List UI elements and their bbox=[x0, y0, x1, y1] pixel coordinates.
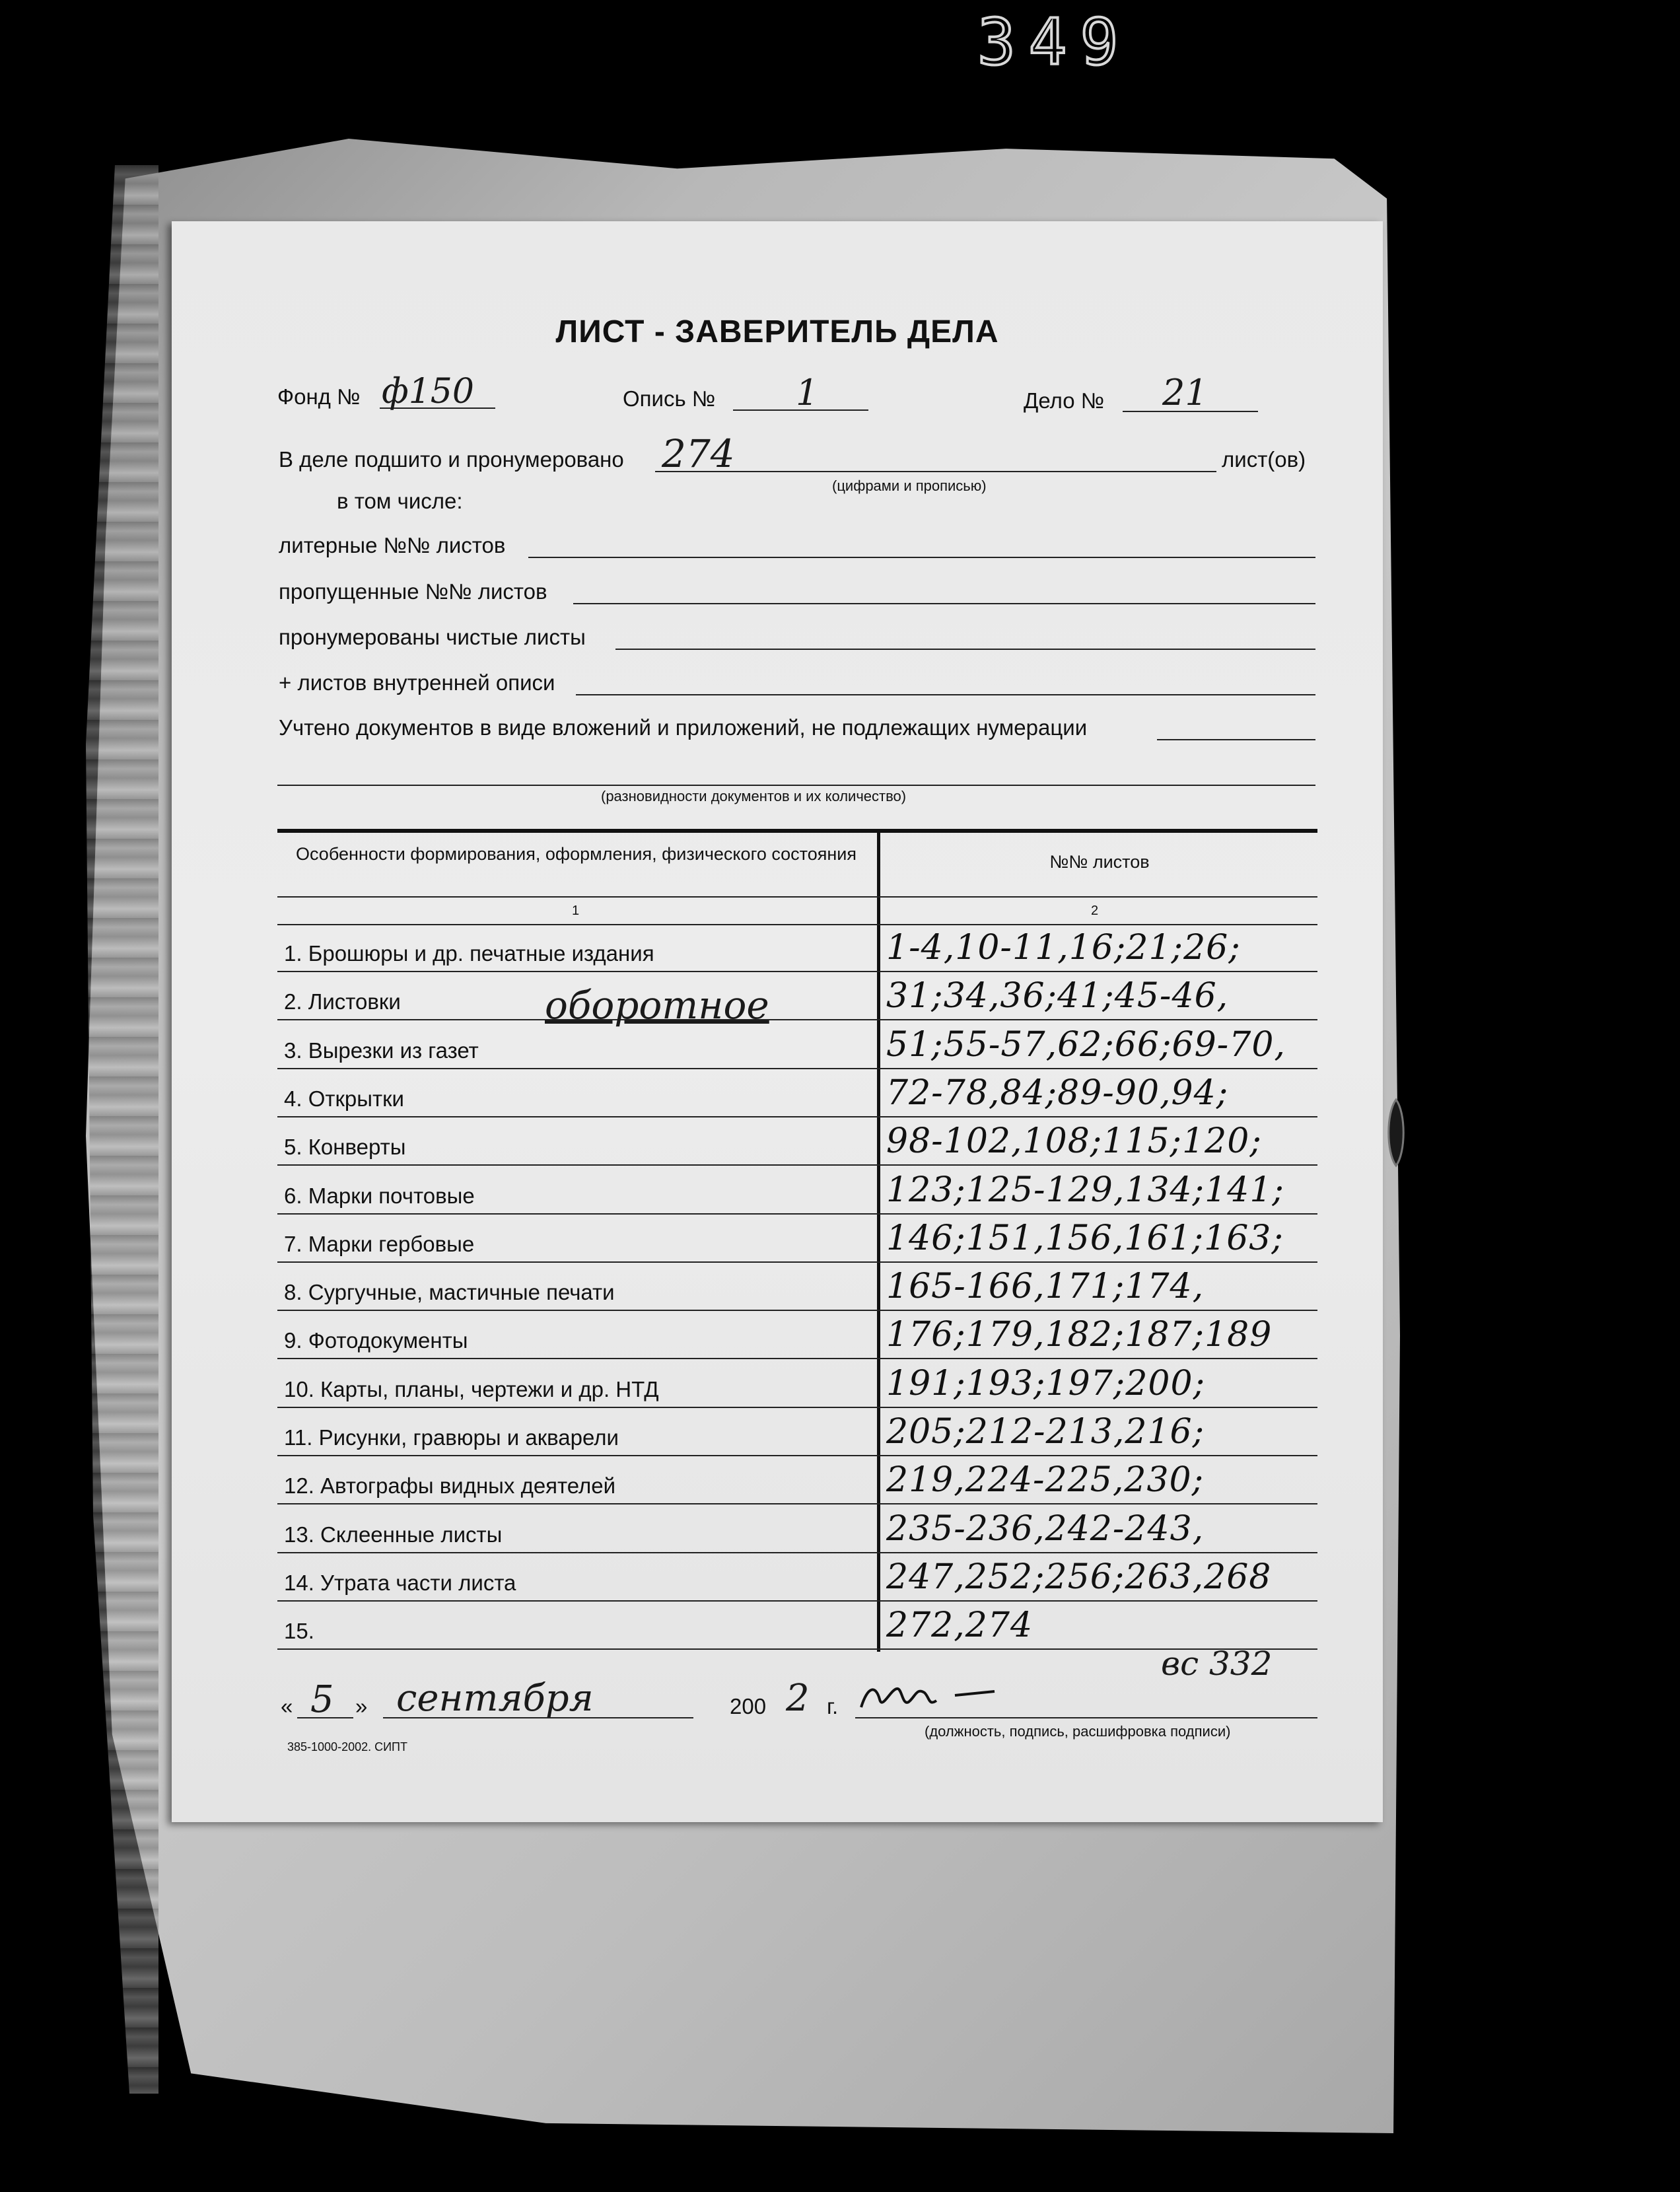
year-digit: 2 bbox=[786, 1677, 810, 1720]
counted-hint: (разновидности документов и их количество) bbox=[601, 788, 907, 804]
row-category-label: 1. Брошюры и др. печатные издания bbox=[284, 941, 654, 966]
row-sheet-numbers: 98-102,108;115;120; bbox=[886, 1121, 1262, 1162]
signature-hint: (должность, подпись, расшифровка подписи) bbox=[925, 1723, 1231, 1740]
sewn-suffix: лист(ов) bbox=[1222, 447, 1306, 472]
blank-line bbox=[615, 649, 1315, 650]
inner-line bbox=[576, 694, 1315, 695]
row-sheet-numbers: 51;55-57,62;66;69-70, bbox=[886, 1024, 1286, 1065]
row-sheet-numbers: 191;193;197;200; bbox=[886, 1363, 1206, 1403]
column-number-2: 2 bbox=[1091, 903, 1099, 918]
table-row bbox=[172, 972, 1383, 1020]
delo-value: 21 bbox=[1162, 372, 1208, 413]
sewn-line bbox=[655, 471, 1216, 472]
table-row bbox=[172, 1360, 1383, 1408]
leaflets-note: оборотное bbox=[545, 983, 769, 1028]
row-sheet-numbers: 123;125-129,134;141; bbox=[886, 1170, 1284, 1210]
row-sheet-numbers: 72-78,84;89-90,94; bbox=[886, 1073, 1229, 1113]
row-sheet-numbers: 272,274 bbox=[886, 1606, 1033, 1646]
counted-line-2 bbox=[277, 785, 1315, 786]
row-sheet-numbers: 146;151,156,161;163; bbox=[886, 1218, 1284, 1258]
row-category-label: 4. Открытки bbox=[284, 1086, 404, 1111]
row-sheet-numbers: 1-4,10-11,16;21;26; bbox=[886, 928, 1241, 968]
table-row bbox=[172, 1021, 1383, 1069]
year-suffix: г. bbox=[827, 1694, 839, 1718]
row-category-label: 13. Склеенные листы bbox=[284, 1522, 503, 1547]
row-sheet-numbers: 219,224-225,230; bbox=[886, 1460, 1205, 1501]
table-top-rule bbox=[277, 829, 1317, 833]
table-row bbox=[172, 1553, 1383, 1602]
row-category-label: 3. Вырезки из газет bbox=[284, 1038, 479, 1063]
row-sheet-numbers: 235-236,242-243, bbox=[886, 1508, 1205, 1549]
table-row bbox=[172, 1069, 1383, 1117]
row-sheet-numbers: 31;34,36;41;45-46, bbox=[886, 976, 1229, 1016]
date-month: сентября bbox=[396, 1677, 594, 1720]
row-category-label: 10. Карты, планы, чертежи и др. НТД bbox=[284, 1376, 659, 1401]
worn-paper-edge bbox=[86, 165, 158, 2094]
row-category-label: 5. Конверты bbox=[284, 1135, 406, 1160]
fond-label: Фонд № bbox=[277, 384, 361, 409]
form-code: 385-1000-2002. СИПТ bbox=[287, 1740, 407, 1753]
row-category-label: 6. Марки почтовые bbox=[284, 1183, 475, 1208]
row-15-extra: вс 332 bbox=[1161, 1644, 1273, 1683]
liter-label: литерные №№ листов bbox=[279, 533, 506, 557]
archive-stamp-number: 349 bbox=[977, 5, 1132, 79]
blank-label: пронумерованы чистые листы bbox=[279, 625, 586, 649]
row-category-label: 14. Утрата части листа bbox=[284, 1570, 516, 1595]
row-category-label: 15. bbox=[284, 1619, 314, 1644]
row-category-label: 2. Листовки bbox=[284, 989, 401, 1014]
table-row bbox=[172, 1263, 1383, 1311]
sewn-value: 274 bbox=[662, 431, 735, 476]
including-label: в том числе: bbox=[337, 489, 463, 513]
sewn-hint: (цифрами и прописью) bbox=[832, 477, 987, 494]
row-category-label: 11. Рисунки, гравюры и акварели bbox=[284, 1425, 619, 1450]
date-day: 5 bbox=[310, 1678, 334, 1721]
date-quote-close: » bbox=[355, 1694, 368, 1718]
liter-line bbox=[528, 557, 1315, 558]
day-line bbox=[297, 1717, 353, 1718]
row-category-label: 9. Фотодокументы bbox=[284, 1328, 468, 1353]
opis-label: Опись № bbox=[623, 386, 716, 411]
row-category-label: 12. Автографы видных деятелей bbox=[284, 1473, 616, 1499]
table-header-sheets: №№ листов bbox=[1049, 852, 1150, 872]
row-sheet-numbers: 205;212-213,216; bbox=[886, 1412, 1205, 1452]
sewn-label: В деле подшито и пронумеровано bbox=[279, 447, 624, 472]
signature-mark bbox=[856, 1673, 1001, 1719]
delo-label: Дело № bbox=[1024, 388, 1105, 413]
row-category-label: 8. Сургучные, мастичные печати bbox=[284, 1280, 615, 1305]
year-prefix: 200 bbox=[730, 1694, 767, 1718]
table-row bbox=[172, 1166, 1383, 1215]
row-sheet-numbers: 165-166,171;174, bbox=[886, 1267, 1205, 1307]
row-category-label: 7. Марки гербовые bbox=[284, 1231, 475, 1256]
skipped-label: пропущенные №№ листов bbox=[279, 579, 547, 604]
table-row bbox=[172, 1456, 1383, 1504]
table-row bbox=[172, 1117, 1383, 1166]
counted-line bbox=[1157, 739, 1315, 740]
fond-value: ф150 bbox=[382, 372, 474, 411]
form-title: ЛИСТ - ЗАВЕРИТЕЛЬ ДЕЛА bbox=[555, 314, 999, 349]
counted-label: Учтено документов в виде вложений и приложений, не подлежащих нумерации bbox=[279, 715, 1088, 740]
skipped-line bbox=[573, 603, 1315, 604]
table-row bbox=[172, 1408, 1383, 1456]
table-row bbox=[172, 924, 1383, 972]
column-number-1: 1 bbox=[572, 903, 580, 918]
month-line bbox=[383, 1717, 693, 1718]
opis-value: 1 bbox=[796, 372, 819, 413]
certification-sheet bbox=[172, 221, 1383, 1822]
table-row bbox=[172, 1311, 1383, 1359]
row-sheet-numbers: 247,252;256;263,268 bbox=[886, 1557, 1272, 1597]
header-rule bbox=[277, 896, 1317, 898]
row-sheet-numbers: 176;179,182;187;189 bbox=[886, 1315, 1273, 1355]
table-row bbox=[172, 1505, 1383, 1553]
table-header-features: Особенности формирования, оформления, физического состояния bbox=[296, 844, 857, 864]
table-row bbox=[172, 1602, 1383, 1650]
table-row bbox=[172, 1215, 1383, 1263]
binding-clip bbox=[1383, 1096, 1409, 1169]
date-quote-open: « bbox=[281, 1694, 293, 1718]
inner-label: + листов внутренней описи bbox=[279, 670, 555, 695]
